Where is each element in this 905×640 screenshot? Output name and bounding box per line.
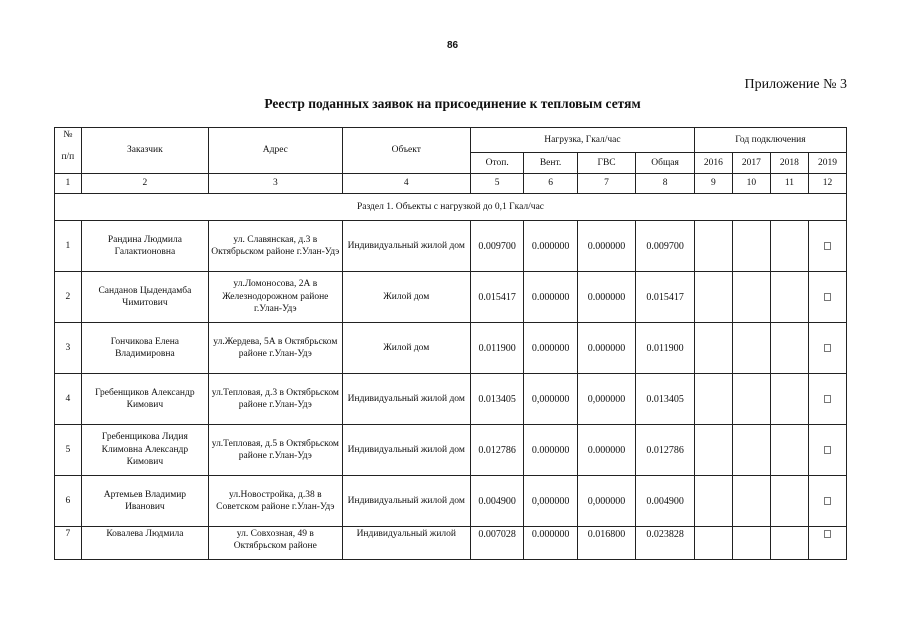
table-row [55, 323, 847, 374]
year-cell [694, 272, 732, 323]
load-total: 0.012786 [636, 425, 695, 476]
year-cell [694, 374, 732, 425]
customer-name: Гребенщиков Александр Кимович [81, 374, 208, 425]
column-number: 10 [732, 174, 770, 194]
column-number: 5 [470, 174, 523, 194]
column-number: 4 [342, 174, 470, 194]
year-cell [770, 374, 808, 425]
year-cell [694, 323, 732, 374]
year-cell [732, 374, 770, 425]
year-cell [808, 323, 846, 374]
load-heating: 0.015417 [470, 272, 523, 323]
checkbox-icon [824, 446, 831, 454]
header-year-2016: 2016 [694, 153, 732, 174]
header-load-heating: Отоп. [470, 153, 523, 174]
customer-name: Гончикова Елена Владимировна [81, 323, 208, 374]
load-hws: 0,000000 [577, 374, 636, 425]
table-row [55, 476, 847, 527]
table-row [55, 272, 847, 323]
column-number: 3 [209, 174, 343, 194]
row-number: 2 [55, 272, 82, 323]
load-hws: 0.000000 [577, 272, 636, 323]
table-row [55, 374, 847, 425]
object-type: Жилой дом [342, 323, 470, 374]
customer-name: Санданов Цыдендамба Чимитович [81, 272, 208, 323]
column-number: 11 [770, 174, 808, 194]
year-cell [770, 221, 808, 272]
column-number-row [55, 174, 847, 194]
year-cell [770, 425, 808, 476]
load-hws: 0.016800 [577, 527, 636, 560]
address-text: ул.Новостройка, д.38 в Советском районе г.Улан-Удэ [209, 476, 343, 527]
year-cell [732, 272, 770, 323]
year-cell [732, 425, 770, 476]
load-total: 0.009700 [636, 221, 695, 272]
row-number: 3 [55, 323, 82, 374]
header-number [55, 128, 82, 174]
header-number-top: № [63, 130, 73, 140]
object-type: Индивидуальный жилой дом [342, 374, 470, 425]
year-cell [808, 476, 846, 527]
document-title: Реестр поданных заявок на присоединение к тепловым сетям [264, 96, 641, 111]
year-cell [808, 425, 846, 476]
customer-name: Ковалева Людмила [81, 527, 208, 560]
year-cell [770, 323, 808, 374]
object-type: Индивидуальный жилой [342, 527, 470, 560]
load-ventilation: 0,000000 [524, 374, 577, 425]
checkbox-icon [824, 497, 831, 505]
customer-name: Гребенщикова Лидия Климовна Александр Кимович [81, 425, 208, 476]
address-text: ул.Тепловая, д.5 в Октябрьском районе г.Улан-Удэ [209, 425, 343, 476]
load-ventilation: 0.000000 [524, 272, 577, 323]
address-text: ул. Совхозная, 49 в Октябрьском районе [209, 527, 343, 560]
year-cell [770, 527, 808, 560]
customer-name: Рандина Людмила Галактионовна [81, 221, 208, 272]
header-load-group: Нагрузка, Гкал/час [470, 128, 694, 153]
year-cell [694, 476, 732, 527]
table-row [55, 425, 847, 476]
load-ventilation: 0.000000 [524, 425, 577, 476]
load-total: 0.013405 [636, 374, 695, 425]
load-total: 0.004900 [636, 476, 695, 527]
checkbox-icon [824, 293, 831, 301]
load-total: 0.011900 [636, 323, 695, 374]
header-number-bottom: п/п [61, 152, 75, 163]
header-year-group: Год подключения [694, 128, 846, 153]
table-row [55, 527, 847, 560]
load-hws: 0.000000 [577, 323, 636, 374]
header-year-2018: 2018 [770, 153, 808, 174]
registry-table [54, 127, 847, 560]
load-heating: 0.004900 [470, 476, 523, 527]
row-number: 7 [55, 527, 82, 560]
section-title: Раздел 1. Объекты с нагрузкой до 0,1 Гкал/час [55, 194, 847, 221]
customer-name: Артемьев Владимир Иванович [81, 476, 208, 527]
column-number: 12 [808, 174, 846, 194]
checkbox-icon [824, 242, 831, 250]
address-text: ул.Тепловая, д.3 в Октябрьском районе г.Улан-Удэ [209, 374, 343, 425]
header-customer: Заказчик [81, 128, 208, 174]
year-cell [694, 221, 732, 272]
year-cell [808, 527, 846, 560]
column-number: 2 [81, 174, 208, 194]
header-year-2017: 2017 [732, 153, 770, 174]
address-text: ул.Жердева, 5А в Октябрьском районе г.Улан-Удэ [209, 323, 343, 374]
header-year-2019: 2019 [808, 153, 846, 174]
object-type: Индивидуальный жилой дом [342, 425, 470, 476]
header-load-total: Общая [636, 153, 695, 174]
column-number: 9 [694, 174, 732, 194]
checkbox-icon [824, 530, 831, 538]
object-type: Индивидуальный жилой дом [342, 221, 470, 272]
page-number: 86 [446, 40, 459, 51]
address-text: ул. Славянская, д.3 в Октябрьском районе г.Улан-Удэ [209, 221, 343, 272]
table-row [55, 221, 847, 272]
year-cell [694, 425, 732, 476]
object-type: Индивидуальный жилой дом [342, 476, 470, 527]
load-ventilation: 0.000000 [524, 527, 577, 560]
address-text: ул.Ломоносова, 2А в Железнодорожном районе г.Улан-Удэ [209, 272, 343, 323]
load-ventilation: 0.000000 [524, 221, 577, 272]
row-number: 4 [55, 374, 82, 425]
load-hws: 0,000000 [577, 476, 636, 527]
load-heating: 0.011900 [470, 323, 523, 374]
header-load-hws: ГВС [577, 153, 636, 174]
year-cell [732, 476, 770, 527]
checkbox-icon [824, 344, 831, 352]
year-cell [732, 221, 770, 272]
header-load-ventilation: Вент. [524, 153, 577, 174]
header-address: Адрес [209, 128, 343, 174]
year-cell [732, 323, 770, 374]
header-object: Объект [342, 128, 470, 174]
section-row [55, 194, 847, 221]
load-hws: 0.000000 [577, 425, 636, 476]
year-cell [694, 527, 732, 560]
column-number: 7 [577, 174, 636, 194]
load-heating: 0.007028 [470, 527, 523, 560]
load-heating: 0.013405 [470, 374, 523, 425]
year-cell [770, 476, 808, 527]
column-number: 8 [636, 174, 695, 194]
load-total: 0.015417 [636, 272, 695, 323]
row-number: 6 [55, 476, 82, 527]
checkbox-icon [824, 395, 831, 403]
year-cell [808, 221, 846, 272]
load-ventilation: 0.000000 [524, 323, 577, 374]
year-cell [770, 272, 808, 323]
appendix-label: Приложение № 3 [744, 77, 847, 92]
load-ventilation: 0,000000 [524, 476, 577, 527]
load-heating: 0.012786 [470, 425, 523, 476]
load-heating: 0.009700 [470, 221, 523, 272]
year-cell [732, 527, 770, 560]
load-hws: 0.000000 [577, 221, 636, 272]
row-number: 1 [55, 221, 82, 272]
row-number: 5 [55, 425, 82, 476]
load-total: 0.023828 [636, 527, 695, 560]
object-type: Жилой дом [342, 272, 470, 323]
year-cell [808, 272, 846, 323]
column-number: 1 [55, 174, 82, 194]
column-number: 6 [524, 174, 577, 194]
year-cell [808, 374, 846, 425]
